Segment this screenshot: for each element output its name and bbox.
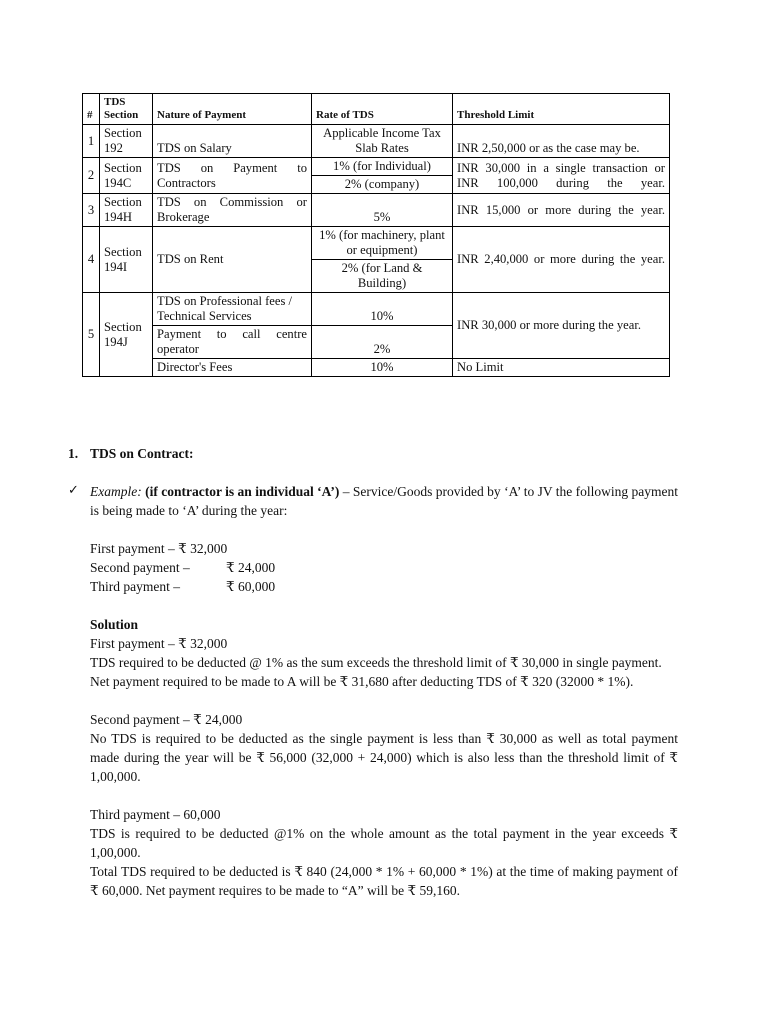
row-threshold: INR 15,000 or more during the year.: [453, 194, 670, 227]
header-threshold: Threshold Limit: [453, 94, 670, 125]
row-nature: TDS on Commission or Brokerage: [153, 194, 312, 227]
third-payment-net: Total TDS required to be deducted is ₹ 840 (24,000 * 1% + 60,000 * 1%) at the time of making payment of ₹ 60,000. Net payment requires to be made to “A” will be ₹ 59,160.: [90, 864, 678, 898]
row-threshold: INR 30,000 in a single transaction or INR 100,000 during the year.: [453, 158, 670, 194]
row-nature: Director's Fees: [153, 359, 312, 377]
row-section: Section 194C: [100, 158, 153, 194]
table-row: [83, 194, 670, 227]
row-rate: 2% (company): [312, 176, 453, 194]
second-payment-title: Second payment – ₹ 24,000: [90, 712, 243, 727]
payment-line: [90, 577, 678, 596]
row-rate: 10%: [312, 293, 453, 326]
first-payment-text: TDS required to be deducted @ 1% as the sum exceeds the threshold limit of ₹ 30,000 in single payment.: [90, 655, 662, 670]
row-threshold: No Limit: [453, 359, 670, 377]
row-nature: TDS on Payment to Contractors: [153, 158, 312, 194]
payment-line: [90, 558, 678, 577]
header-num: #: [83, 94, 100, 125]
payment-line: [90, 539, 678, 558]
row-rate: 2% (for Land & Building): [312, 260, 453, 293]
example-label: Example:: [90, 484, 142, 499]
solution-heading: Solution: [90, 617, 139, 632]
row-rate: 10%: [312, 359, 453, 377]
row-nature: TDS on Salary: [153, 125, 312, 158]
row-rate: 2%: [312, 326, 453, 359]
row-num: 5: [83, 293, 100, 377]
payment-value: ₹ 24,000: [226, 560, 276, 575]
row-num: 2: [83, 158, 100, 194]
table-header-row: [83, 94, 670, 125]
example-text: – Service/Goods provided by ‘A’ to JV the following payment is being made to ‘A’ during the year:: [90, 484, 679, 518]
row-threshold: INR 2,50,000 or as the case may be.: [453, 125, 670, 158]
payment-label: Third payment –: [90, 579, 180, 594]
row-rate: 5%: [312, 194, 453, 227]
row-rate: 1% (for machinery, plant or equipment): [312, 227, 453, 260]
third-payment-title: Third payment – 60,000: [90, 807, 221, 822]
example-paragraph: [90, 482, 678, 520]
row-threshold: INR 30,000 or more during the year.: [453, 293, 670, 359]
row-section: Section 194H: [100, 194, 153, 227]
payment-label: Second payment –: [90, 560, 190, 575]
header-nature: Nature of Payment: [153, 94, 312, 125]
row-num: 1: [83, 125, 100, 158]
third-payment-text: TDS is required to be deducted @1% on the whole amount as the total payment in the year exceeds ₹ 1,00,000.: [90, 826, 678, 860]
first-payment-title: First payment – ₹ 32,000: [90, 636, 228, 651]
row-rate: Applicable Income Tax Slab Rates: [312, 125, 453, 158]
row-num: 4: [83, 227, 100, 293]
example-condition: (if contractor is an individual ‘A’): [145, 484, 340, 499]
row-section: Section 192: [100, 125, 153, 158]
section-number: 1.: [68, 446, 79, 461]
table-row: [83, 125, 670, 158]
payment-label: First payment – ₹ 32,000: [90, 541, 228, 556]
table-row: [83, 227, 670, 260]
header-section: TDS Section: [100, 94, 153, 125]
checkmark-icon: ✓: [68, 482, 79, 497]
table-row: [83, 158, 670, 176]
table-subrow: [83, 359, 670, 377]
row-section: Section 194I: [100, 227, 153, 293]
row-nature: TDS on Rent: [153, 227, 312, 293]
section-title: TDS on Contract:: [90, 446, 194, 461]
first-payment-net: Net payment required to be made to A will be ₹ 31,680 after deducting TDS of ₹ 320 (32000 * 1%).: [90, 674, 634, 689]
row-num: 3: [83, 194, 100, 227]
table-row: [83, 293, 670, 326]
row-nature: TDS on Professional fees / Technical Services: [153, 293, 312, 326]
second-payment-text: No TDS is required to be deducted as the single payment is less than ₹ 30,000 as well as total payment made during the year will be ₹ 56,000 (32,000 + 24,000) which is also less than the threshold limit of ₹ 1,00,000.: [90, 731, 678, 784]
payment-value: ₹ 60,000: [226, 579, 276, 594]
tds-table: [82, 93, 670, 377]
row-threshold: INR 2,40,000 or more during the year.: [453, 227, 670, 293]
row-section: Section 194J: [100, 293, 153, 377]
section-heading: [68, 446, 194, 462]
header-rate: Rate of TDS: [312, 94, 453, 125]
row-nature: Payment to call centre operator: [153, 326, 312, 359]
content-body: [90, 482, 678, 900]
row-rate: 1% (for Individual): [312, 158, 453, 176]
